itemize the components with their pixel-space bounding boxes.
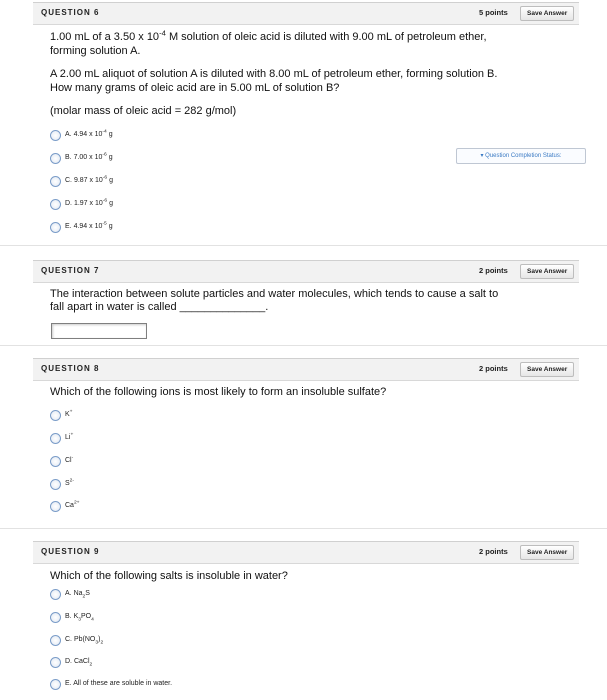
question-6-text-line2: forming solution A.: [50, 45, 141, 57]
question-7: [33, 260, 579, 283]
answer-text-input[interactable]: [51, 323, 147, 339]
radio-button[interactable]: [50, 679, 61, 690]
question-8-prompt: Which of the following ions is most likely to form an insoluble sulfate?: [50, 386, 387, 398]
question-7-text-line1: The interaction between solute particles and water molecules, which tends to cause a salt to: [50, 288, 499, 300]
question-9: [33, 541, 579, 564]
points-label: 2 points: [479, 547, 508, 556]
question-completion-status-toggle[interactable]: ▾ Question Completion Status:: [456, 148, 586, 164]
question-8: [33, 358, 579, 381]
question-6-header: [33, 2, 579, 25]
question-title: QUESTION 9: [41, 547, 100, 556]
radio-button[interactable]: [50, 433, 61, 444]
radio-button[interactable]: [50, 657, 61, 668]
radio-button[interactable]: [50, 130, 61, 141]
question-6-text-line5: (molar mass of oleic acid = 282 g/mol): [50, 105, 237, 117]
radio-button[interactable]: [50, 153, 61, 164]
divider: [0, 345, 607, 346]
radio-button[interactable]: [50, 501, 61, 512]
question-9-prompt: Which of the following salts is insoluble in water?: [50, 570, 288, 582]
save-answer-button[interactable]: Save Answer: [520, 6, 574, 21]
question-title: QUESTION 8: [41, 364, 100, 373]
question-7-header: [33, 260, 579, 283]
radio-button[interactable]: [50, 176, 61, 187]
points-label: 2 points: [479, 266, 508, 275]
radio-button[interactable]: [50, 479, 61, 490]
question-8-header: [33, 358, 579, 381]
save-answer-button[interactable]: Save Answer: [520, 264, 574, 279]
radio-button[interactable]: [50, 199, 61, 210]
points-label: 2 points: [479, 364, 508, 373]
question-6-text-line3: A 2.00 mL aliquot of solution A is diluted with 8.00 mL of petroleum ether, forming solution B.: [50, 68, 498, 80]
radio-button[interactable]: [50, 410, 61, 421]
radio-button[interactable]: [50, 612, 61, 623]
question-6-text-line1: 1.00 mL of a 3.50 x $10^{-4}$ M solution of oleic acid is diluted with 9.00 mL of petroleum ether,: [50, 28, 487, 43]
question-7-text-line2: fall apart in water is called ______________.: [50, 301, 269, 313]
radio-button[interactable]: [50, 589, 61, 600]
divider: [0, 528, 607, 529]
question-title: QUESTION 6: [41, 8, 100, 17]
divider: [0, 245, 607, 246]
question-title: QUESTION 7: [41, 266, 100, 275]
radio-button[interactable]: [50, 222, 61, 233]
points-label: 5 points: [479, 8, 508, 17]
question-6: [33, 2, 579, 25]
radio-button[interactable]: [50, 635, 61, 646]
question-9-header: [33, 541, 579, 564]
radio-button[interactable]: [50, 456, 61, 467]
question-6-text-line4: How many grams of oleic acid are in 5.00 mL of solution B?: [50, 82, 340, 94]
save-answer-button[interactable]: Save Answer: [520, 362, 574, 377]
save-answer-button[interactable]: Save Answer: [520, 545, 574, 560]
